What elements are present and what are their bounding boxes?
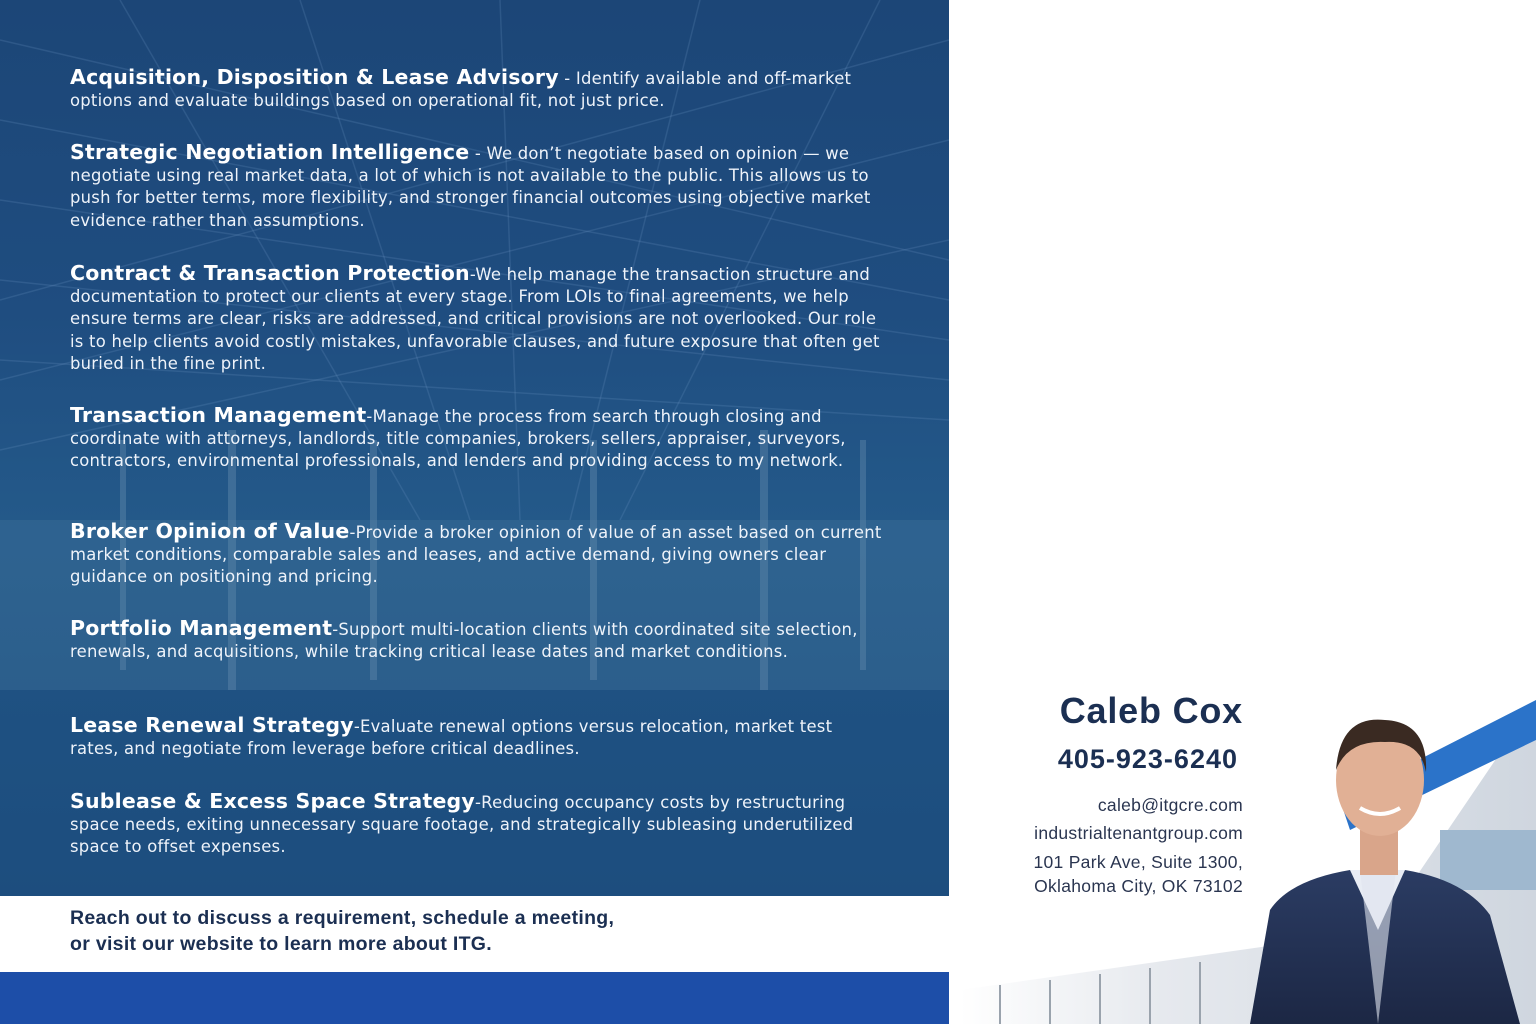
service-item-lease-renewal [70,714,885,760]
call-to-action [70,906,770,957]
address-line-2: Oklahoma City, OK 73102 [1034,876,1243,896]
service-description: - Identify available and off-market options and evaluate buildings based on operational fit, not just price. [70,69,852,111]
service-description: - We don’t negotiate based on opinion — we negotiate using real market data, a lot of which is not available to the public. This allows us to push for better terms, more flexibility, and stronger financial outcomes using objective market evidence rather than assumptions. [70,144,871,230]
service-item-contract [70,262,885,375]
service-item-acquisition [70,66,885,112]
service-description: -We help manage the transaction structure and documentation to protect our clients at every stage. From LOIs to final agreements, we help ensure terms are clear, risks are addressed, and critical provisions are not overlooked. Our role is to help clients avoid costly mistakes, unfavorable clauses, and future exposure that often get buried in the fine print. [70,265,880,373]
service-title: Lease Renewal Strategy [70,713,354,737]
cta-line: Reach out to discuss a requirement, schedule a meeting, [70,907,615,929]
service-item-transaction-management [70,404,885,473]
address-line-1: 101 Park Ave, Suite 1300, [1033,852,1243,872]
service-title: Acquisition, Disposition & Lease Advisory [70,65,559,89]
service-item-sublease [70,790,885,859]
service-description: -Support multi-location clients with coordinated site selection, renewals, and acquisitions, while tracking critical lease dates and market conditions. [70,620,858,662]
service-description: -Manage the process from search through closing and coordinate with attorneys, landlords, title companies, brokers, sellers, appraiser, surveyors, contractors, environmental professionals, and lenders and providing access to my network. [70,407,846,471]
service-title: Portfolio Management [70,616,333,640]
bottom-accent-bar [0,972,949,1024]
agent-name: Caleb Cox [1059,690,1243,731]
service-title: Contract & Transaction Protection [70,261,470,285]
service-description: -Evaluate renewal options versus relocation, market test rates, and negotiate from leverage before critical deadlines. [70,717,833,759]
email-address[interactable]: caleb@itgcre.com [1097,795,1243,815]
service-description: -Reducing occupancy costs by restructuring space needs, exiting unnecessary square footage, and strategically subleasing underutilized space to offset expenses. [70,793,854,857]
service-item-portfolio [70,617,885,663]
service-title: Strategic Negotiation Intelligence [70,140,470,164]
service-title: Broker Opinion of Value [70,519,350,543]
cta-line: or visit our website to learn more about ITG. [70,932,492,955]
service-item-broker-opinion [70,520,885,589]
service-title: Transaction Management [70,403,367,427]
service-title: Sublease & Excess Space Strategy [70,789,475,813]
service-description: -Provide a broker opinion of value of an asset based on current market conditions, comparable sales and leases, and active demand, giving owners clear guidance on positioning and pricing. [70,523,882,587]
phone-number[interactable]: 405-923-6240 [1057,744,1238,774]
service-item-negotiation [70,141,885,232]
website-link[interactable]: industrialtenantgroup.com [1034,823,1243,843]
